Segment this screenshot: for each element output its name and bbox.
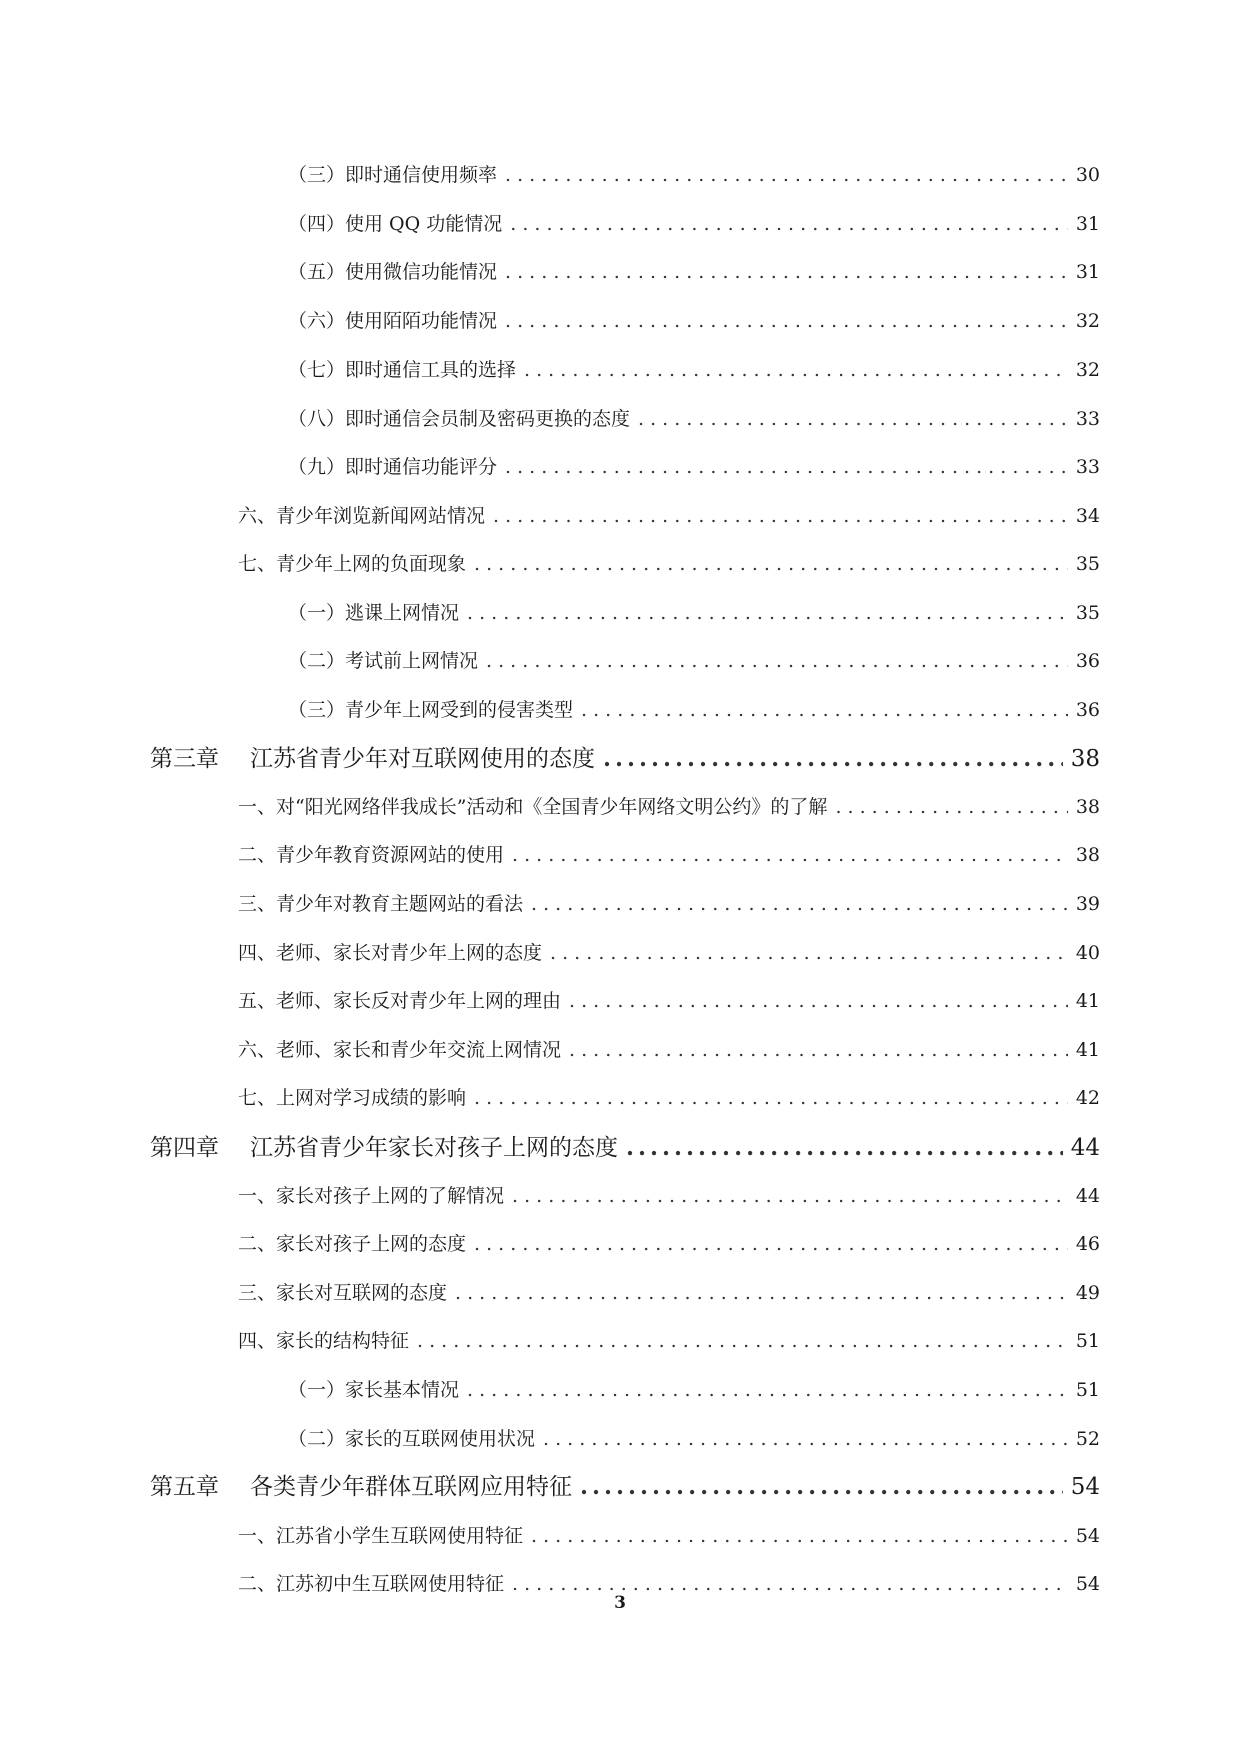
toc-entry[interactable] <box>238 889 1100 916</box>
toc-leader-dots <box>512 844 1068 866</box>
toc-entry[interactable] <box>238 501 1100 528</box>
toc-entry-page: 46 <box>1075 1233 1100 1255</box>
toc-entry-page: 52 <box>1075 1428 1100 1450</box>
toc-entry-page: 30 <box>1075 164 1100 186</box>
toc-entry[interactable] <box>288 160 1100 187</box>
toc-leader-dots <box>524 359 1068 381</box>
toc-leader-dots <box>531 1525 1068 1547</box>
toc-entry[interactable] <box>238 1521 1100 1548</box>
toc-entry-title: （八）即时通信会员制及密码更换的态度 <box>288 408 631 430</box>
toc-entry[interactable] <box>288 1375 1100 1402</box>
toc-leader-dots <box>467 1379 1068 1401</box>
toc-entry-title: 二、青少年教育资源网站的使用 <box>238 844 505 866</box>
toc-entry-page: 32 <box>1075 359 1100 381</box>
toc-entry[interactable] <box>288 1424 1100 1451</box>
toc-entry-page: 36 <box>1075 650 1100 672</box>
toc-entry[interactable] <box>238 840 1100 867</box>
toc-leader-dots <box>474 553 1068 575</box>
toc-entry-title: 六、老师、家长和青少年交流上网情况 <box>238 1039 562 1061</box>
toc-entry-title: （五）使用微信功能情况 <box>288 261 498 283</box>
toc-leader-dots <box>550 942 1068 964</box>
toc-chapter-title <box>150 1468 572 1501</box>
toc-leader-dots <box>581 699 1068 721</box>
toc-entry-page: 36 <box>1075 699 1100 721</box>
toc-entry-title: （三）青少年上网受到的侵害类型 <box>288 699 574 721</box>
toc-entry[interactable] <box>238 1083 1100 1110</box>
toc-entry[interactable] <box>238 986 1100 1013</box>
toc-entry-title: 一、江苏省小学生互联网使用特征 <box>238 1525 524 1547</box>
toc-entry[interactable] <box>238 1181 1100 1208</box>
toc-entry-page: 31 <box>1075 213 1100 235</box>
toc-chapter-title <box>150 1129 618 1162</box>
toc-entry-title: （九）即时通信功能评分 <box>288 456 498 478</box>
toc-entry-title: （四）使用 QQ 功能情况 <box>288 213 503 235</box>
toc-entry-title: 一、家长对孩子上网的了解情况 <box>238 1185 505 1207</box>
toc-entry-page: 51 <box>1075 1330 1100 1352</box>
toc-entry-page: 41 <box>1075 1039 1100 1061</box>
toc-entry-title: 六、青少年浏览新闻网站情况 <box>238 505 486 527</box>
toc-leader-dots <box>505 164 1068 186</box>
toc-leader-dots <box>580 1473 1063 1500</box>
toc-entry[interactable] <box>288 695 1100 722</box>
toc-entry-title: （七）即时通信工具的选择 <box>288 359 517 381</box>
toc-entry-title: 七、上网对学习成绩的影响 <box>238 1087 467 1109</box>
toc-entry[interactable] <box>238 938 1100 965</box>
toc-leader-dots <box>505 310 1068 332</box>
chapter-name: 各类青少年群体互联网应用特征 <box>250 1474 572 1500</box>
chapter-number: 第五章 <box>150 1474 219 1500</box>
toc-chapter-title <box>150 740 595 773</box>
toc-entry[interactable] <box>288 306 1100 333</box>
toc-entry-page: 51 <box>1075 1379 1100 1401</box>
toc-leader-dots <box>569 1039 1068 1061</box>
toc-leader-dots <box>603 745 1063 772</box>
toc-entry[interactable] <box>238 1278 1100 1305</box>
toc-leader-dots <box>531 893 1068 915</box>
toc-leader-dots <box>493 505 1068 527</box>
toc-leader-dots <box>626 1134 1063 1161</box>
toc-entry-page: 49 <box>1075 1282 1100 1304</box>
toc-entry[interactable] <box>238 1229 1100 1256</box>
toc-entry[interactable] <box>288 209 1100 236</box>
toc-leader-dots <box>835 796 1067 818</box>
toc-entry-title: （一）逃课上网情况 <box>288 602 460 624</box>
toc-chapter-entry[interactable] <box>150 1129 1100 1162</box>
toc-leader-dots <box>455 1282 1068 1304</box>
toc-entry-title: 三、家长对互联网的态度 <box>238 1282 448 1304</box>
toc-entry-title: （六）使用陌陌功能情况 <box>288 310 498 332</box>
toc-entry-title: 五、老师、家长反对青少年上网的理由 <box>238 990 562 1012</box>
chapter-name: 江苏省青少年家长对孩子上网的态度 <box>250 1135 618 1161</box>
toc-entry-title: （二）考试前上网情况 <box>288 650 479 672</box>
toc-entry[interactable] <box>288 257 1100 284</box>
toc-entry-page: 38 <box>1075 844 1100 866</box>
chapter-number: 第四章 <box>150 1135 219 1161</box>
toc-entry-page: 33 <box>1075 408 1100 430</box>
toc-entry-title: （三）即时通信使用频率 <box>288 164 498 186</box>
toc-entry-title: （一）家长基本情况 <box>288 1379 460 1401</box>
toc-entry-title: 一、对“阳光网络伴我成长”活动和《全国青少年网络文明公约》的了解 <box>238 796 828 818</box>
toc-entry-title: 七、青少年上网的负面现象 <box>238 553 467 575</box>
toc-entry[interactable] <box>288 404 1100 431</box>
toc-leader-dots <box>474 1233 1068 1255</box>
toc-chapter-entry[interactable] <box>150 1468 1100 1501</box>
toc-entry-page: 40 <box>1075 942 1100 964</box>
toc-entry-page: 38 <box>1075 796 1100 818</box>
chapter-name: 江苏省青少年对互联网使用的态度 <box>250 746 595 772</box>
toc-leader-dots <box>505 456 1068 478</box>
toc-leader-dots <box>467 602 1068 624</box>
toc-entry-title: 二、家长对孩子上网的态度 <box>238 1233 467 1255</box>
toc-leader-dots <box>512 1573 1068 1595</box>
toc-entry-page: 33 <box>1075 456 1100 478</box>
toc-entry[interactable] <box>288 452 1100 479</box>
toc-entry-page: 39 <box>1075 893 1100 915</box>
toc-entry-page: 32 <box>1075 310 1100 332</box>
toc-leader-dots <box>512 1185 1068 1207</box>
toc-leader-dots <box>638 408 1068 430</box>
toc-entry[interactable] <box>238 1569 1100 1596</box>
toc-entry-page: 54 <box>1075 1573 1100 1595</box>
toc-entry-title: 二、江苏初中生互联网使用特征 <box>238 1573 505 1595</box>
toc-entry-page: 44 <box>1075 1185 1100 1207</box>
toc-entry-page: 38 <box>1070 746 1100 772</box>
toc-entry[interactable] <box>238 1326 1100 1353</box>
toc-leader-dots <box>569 990 1068 1012</box>
toc-entry[interactable] <box>238 1035 1100 1062</box>
page-number: 3 <box>614 1593 626 1613</box>
toc-entry-title: 四、家长的结构特征 <box>238 1330 410 1352</box>
toc-leader-dots <box>510 213 1068 235</box>
toc-entry-title: 三、青少年对教育主题网站的看法 <box>238 893 524 915</box>
toc-leader-dots <box>417 1330 1068 1352</box>
toc-entry-page: 42 <box>1075 1087 1100 1109</box>
toc-entry-page: 35 <box>1075 602 1100 624</box>
toc-entry-page: 44 <box>1070 1135 1100 1161</box>
toc-leader-dots <box>486 650 1068 672</box>
toc-entry-page: 54 <box>1070 1474 1100 1500</box>
toc-entry-title: （二）家长的互联网使用状况 <box>288 1428 536 1450</box>
toc-entry-title: 四、老师、家长对青少年上网的态度 <box>238 942 543 964</box>
toc-entry-page: 41 <box>1075 990 1100 1012</box>
toc-leader-dots <box>474 1087 1068 1109</box>
toc-entry-page: 31 <box>1075 261 1100 283</box>
toc-entry[interactable] <box>288 355 1100 382</box>
chapter-number: 第三章 <box>150 746 219 772</box>
toc-chapter-entry[interactable] <box>150 740 1100 773</box>
toc-entry-page: 34 <box>1075 505 1100 527</box>
toc-entry[interactable] <box>288 646 1100 673</box>
toc-entry[interactable] <box>238 792 1100 819</box>
toc-entry[interactable] <box>288 598 1100 625</box>
toc-entry[interactable] <box>238 549 1100 576</box>
toc-leader-dots <box>505 261 1068 283</box>
toc-leader-dots <box>543 1428 1068 1450</box>
toc-entry-page: 35 <box>1075 553 1100 575</box>
toc-entry-page: 54 <box>1075 1525 1100 1547</box>
